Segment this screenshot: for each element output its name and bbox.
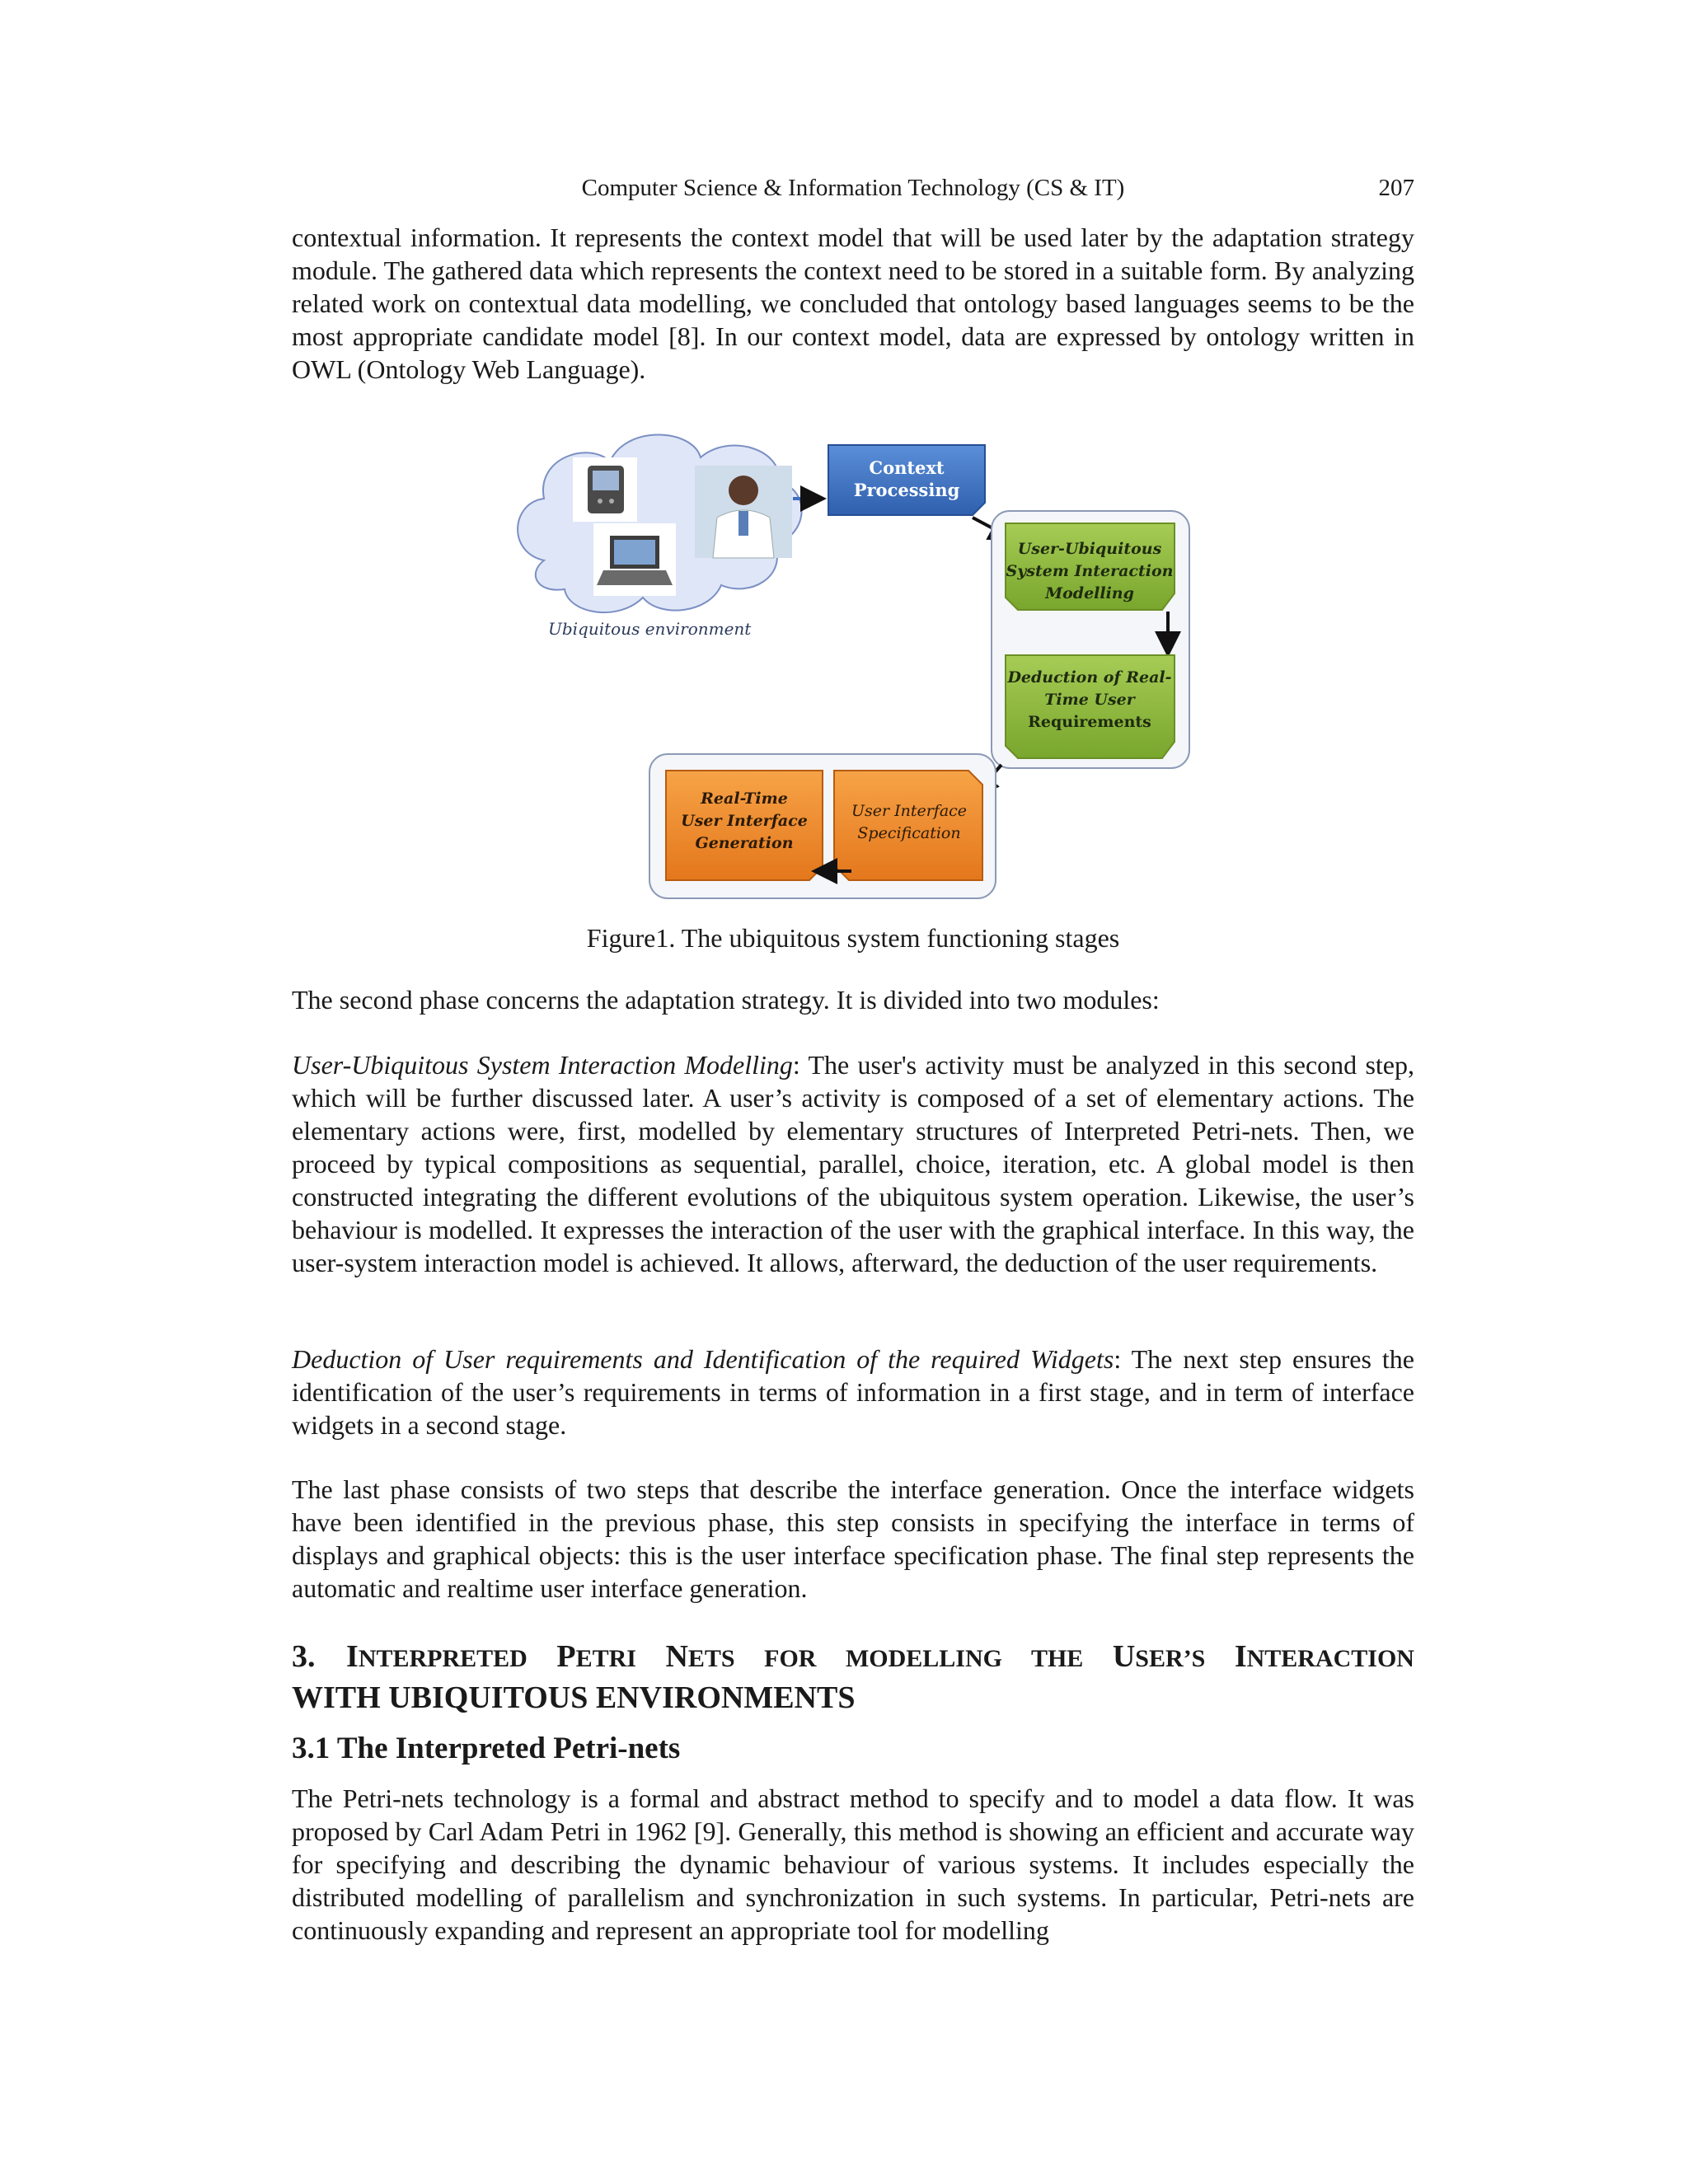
doctor-person-icon <box>695 466 792 558</box>
pda-device-icon <box>573 457 637 522</box>
specification-label-1: User Interface <box>851 802 968 820</box>
modelling-label-3: Modelling <box>1045 584 1134 602</box>
paragraph-context-model: contextual information. It represents the context model that will be used later by the adaptation strategy module. The gathered data which represents the context need to be stored in a suitable form. By analyzing related work on contextual data modelling, we concluded that ontology based languages seems to be the most appropriate candidate model [8]. In our context model, data are expressed by ontology written in OWL (Ontology Web Language). <box>292 223 1414 384</box>
generation-label-1: Real-Time <box>701 790 788 808</box>
context-label-1: Context <box>869 457 945 478</box>
running-title: Computer Science & Information Technology (CS & IT) <box>581 175 1125 201</box>
generation-label-3: Generation <box>695 834 794 852</box>
page-header <box>292 175 1414 208</box>
paragraph-deduction <box>292 1343 1414 1441</box>
cloud-label: Ubiquitous environment <box>548 619 752 639</box>
deduction-label-1: Deduction of Real- <box>1007 668 1172 687</box>
ubiquitous-environment-cloud <box>518 435 802 640</box>
term-deduction: Deduction of User requirements and Identification of the required Widgets <box>292 1344 1114 1374</box>
deduction-text: : The next step ensures the identification of the user’s requirements in terms of information in a first stage, and in term of interface widgets in a second stage. <box>292 1344 1415 1440</box>
figure-stages-diagram <box>511 420 1203 915</box>
deduction-label-2: Time User <box>1044 691 1135 709</box>
deduction-label-3: Requirements <box>1028 713 1151 731</box>
ui-specification-box <box>834 771 982 880</box>
paragraph-interaction-modelling <box>292 1048 1414 1279</box>
subsection-heading: 3.1 The Interpreted Petri-nets <box>292 1732 681 1765</box>
interaction-modelling-box <box>1006 523 1175 610</box>
paragraph-petri-nets: The Petri-nets technology is a formal and abstract method to specify and to model a data flow. It was proposed by Carl Adam Petri in 1962 [9]. Generally, this method is showing an efficient and accurate way for specifying and describing the dynamic behaviour of various systems. It includes especially the distributed modelling of parallelism and synchronization in such systems. In particular, Petri-nets are continuously expanding and represent an appropriate tool for modelling <box>292 1783 1414 1945</box>
ui-generation-box <box>666 771 823 880</box>
paragraph-second-phase: The second phase concerns the adaptation strategy. It is divided into two modules: <box>292 985 1160 1015</box>
section-heading-line2: WITH UBIQUITOUS ENVIRONMENTS <box>292 1680 856 1715</box>
interaction-modelling-text: : The user's activity must be analyzed in this second step, which will be further discussed later. A user’s activity is composed of a set of elementary actions. The elementary actions were, first, modelled by elementary structures of Interpreted Petri-nets. Then, we proceed by typical compositions as sequential, parallel, choice, iteration, etc. A global model is then constructed integrating the different evolutions of the ubiquitous system operation. Likewise, the user’s behaviour is modelled. It expresses the interaction of the user with the graphical interface. In this way, the user-system interaction model is achieved. It allows, afterward, the deduction of the user requirements. <box>292 1050 1415 1277</box>
term-interaction-modelling: User-Ubiquitous System Interaction Modelling <box>292 1050 793 1080</box>
deduction-box <box>1006 655 1175 758</box>
laptop-icon <box>593 523 676 596</box>
context-processing-box <box>828 445 985 515</box>
context-label-2: Processing <box>853 480 960 500</box>
page-number: 207 <box>1378 175 1414 201</box>
specification-label-2: Specification <box>857 824 961 842</box>
modelling-label-2: System Interaction <box>1006 562 1174 580</box>
figure-caption: Figure1. The ubiquitous system functioning stages <box>586 923 1120 953</box>
paragraph-last-phase: The last phase consists of two steps that describe the interface generation. Once the interface widgets have been identified in the previous phase, this step consists in specifying the interface in terms of displays and graphical objects: this is the user interface specification phase. The final step represents the automatic and realtime user interface generation. <box>292 1474 1414 1603</box>
section-heading: 3. INTERPRETED PETRI NETS FOR MODELLING THE USER’S INTERACTION <box>292 1639 1414 1674</box>
generation-label-2: User Interface <box>681 812 808 830</box>
modelling-label-1: User-Ubiquitous <box>1017 540 1162 558</box>
